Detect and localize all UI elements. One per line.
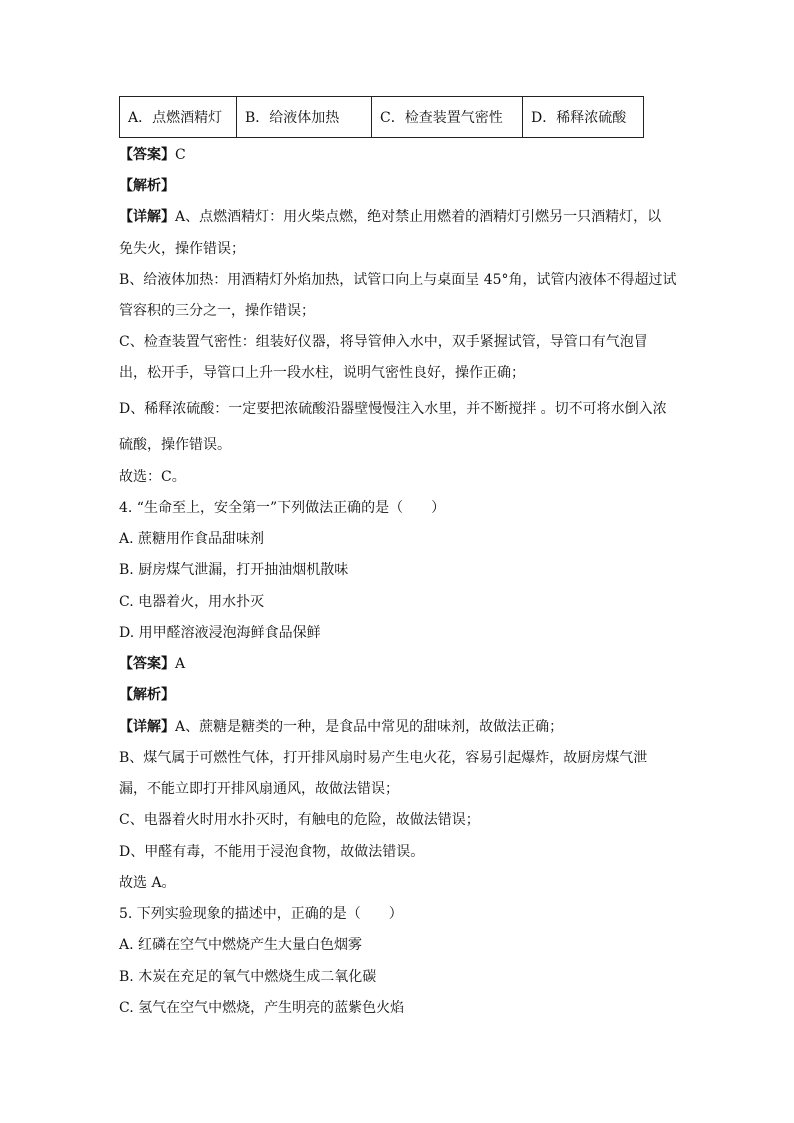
text-line: 免失火，操作错误； [119, 241, 245, 257]
question-stem: 4. “生命至上，安全第一”下列做法正确的是（ ） [119, 500, 446, 516]
text-line: 漏，不能立即打开排风扇通风，故做法错误； [119, 781, 399, 797]
conclusion-line: 故选 A。 [119, 875, 176, 891]
answer-tag: 【答案】 [119, 147, 175, 163]
options-row [120, 97, 644, 138]
option-cell-c: C．检查装置气密性 [372, 97, 523, 138]
q4-analysis-tag: 【解析】 [119, 687, 175, 703]
question-stem: 5. 下列实验现象的描述中，正确的是（ ） [119, 906, 403, 922]
text-line: B、给液体加热：用酒精灯外焰加热，试管口向上与桌面呈 45°角，试管内液体不得超过试 [119, 272, 677, 288]
detail-tag: 【详解】 [119, 719, 175, 735]
q4-detail-line [119, 718, 563, 736]
detail-text: A、蔗糖是糖类的一种，是食品中常见的甜味剂，故做法正确； [175, 719, 564, 735]
option-cell-b: B．给液体加热 [237, 97, 372, 138]
text-line: C、电器着火时用水扑灭时，有触电的危险，故做法错误； [119, 812, 480, 828]
q3-analysis-tag: 【解析】 [119, 178, 175, 194]
text-line: C、检查装置气密性：组装好仪器，将导管伸入水中，双手紧握试管，导管口有气泡冒 [119, 334, 648, 350]
option-c: C. 电器着火，用水扑灭 [119, 594, 265, 610]
option-cell-a: A．点燃酒精灯 [120, 97, 237, 138]
option-b: B. 厨房煤气泄漏，打开抽油烟机散味 [119, 562, 349, 578]
conclusion-line: 故选：C。 [119, 469, 186, 485]
q3-answer-line [119, 146, 186, 164]
q4-answer-line [119, 655, 185, 673]
option-cell-d: D．稀释浓硫酸 [523, 97, 644, 138]
detail-text: A、点燃酒精灯：用火柴点燃，绝对禁止用燃着的酒精灯引燃另一只酒精灯，以 [175, 209, 662, 225]
detail-tag: 【详解】 [119, 209, 175, 225]
option-b: B. 木炭在充足的氧气中燃烧生成二氧化碳 [119, 969, 377, 985]
option-a: A. 蔗糖用作食品甜味剂 [119, 531, 265, 547]
answer-value: C [175, 147, 186, 163]
text-line: D、稀释浓硫酸：一定要把浓硫酸沿器壁慢慢注入水里，并不断搅拌 。切不可将水倒入浓 [119, 401, 667, 417]
answer-value: A [175, 656, 186, 672]
text-line: B、煤气属于可燃性气体，打开排风扇时易产生电火花，容易引起爆炸，故厨房煤气泄 [119, 750, 648, 766]
text-line: D、甲醛有毒，不能用于浸泡食物，故做法错误。 [119, 844, 425, 860]
options-table [119, 96, 644, 138]
q3-detail-line [119, 208, 661, 226]
text-line: 管容积的三分之一，操作错误； [119, 303, 315, 319]
option-a: A. 红磷在空气中燃烧产生大量白色烟雾 [119, 937, 363, 953]
option-c: C. 氢气在空气中燃烧，产生明亮的蓝紫色火焰 [119, 1000, 405, 1016]
option-d: D. 用甲醛溶液浸泡海鲜食品保鲜 [119, 625, 321, 641]
text-line: 出，松开手，导管口上升一段水柱，说明气密性良好，操作正确； [119, 365, 525, 381]
text-line: 硫酸，操作错误。 [119, 437, 231, 453]
answer-tag: 【答案】 [119, 656, 175, 672]
